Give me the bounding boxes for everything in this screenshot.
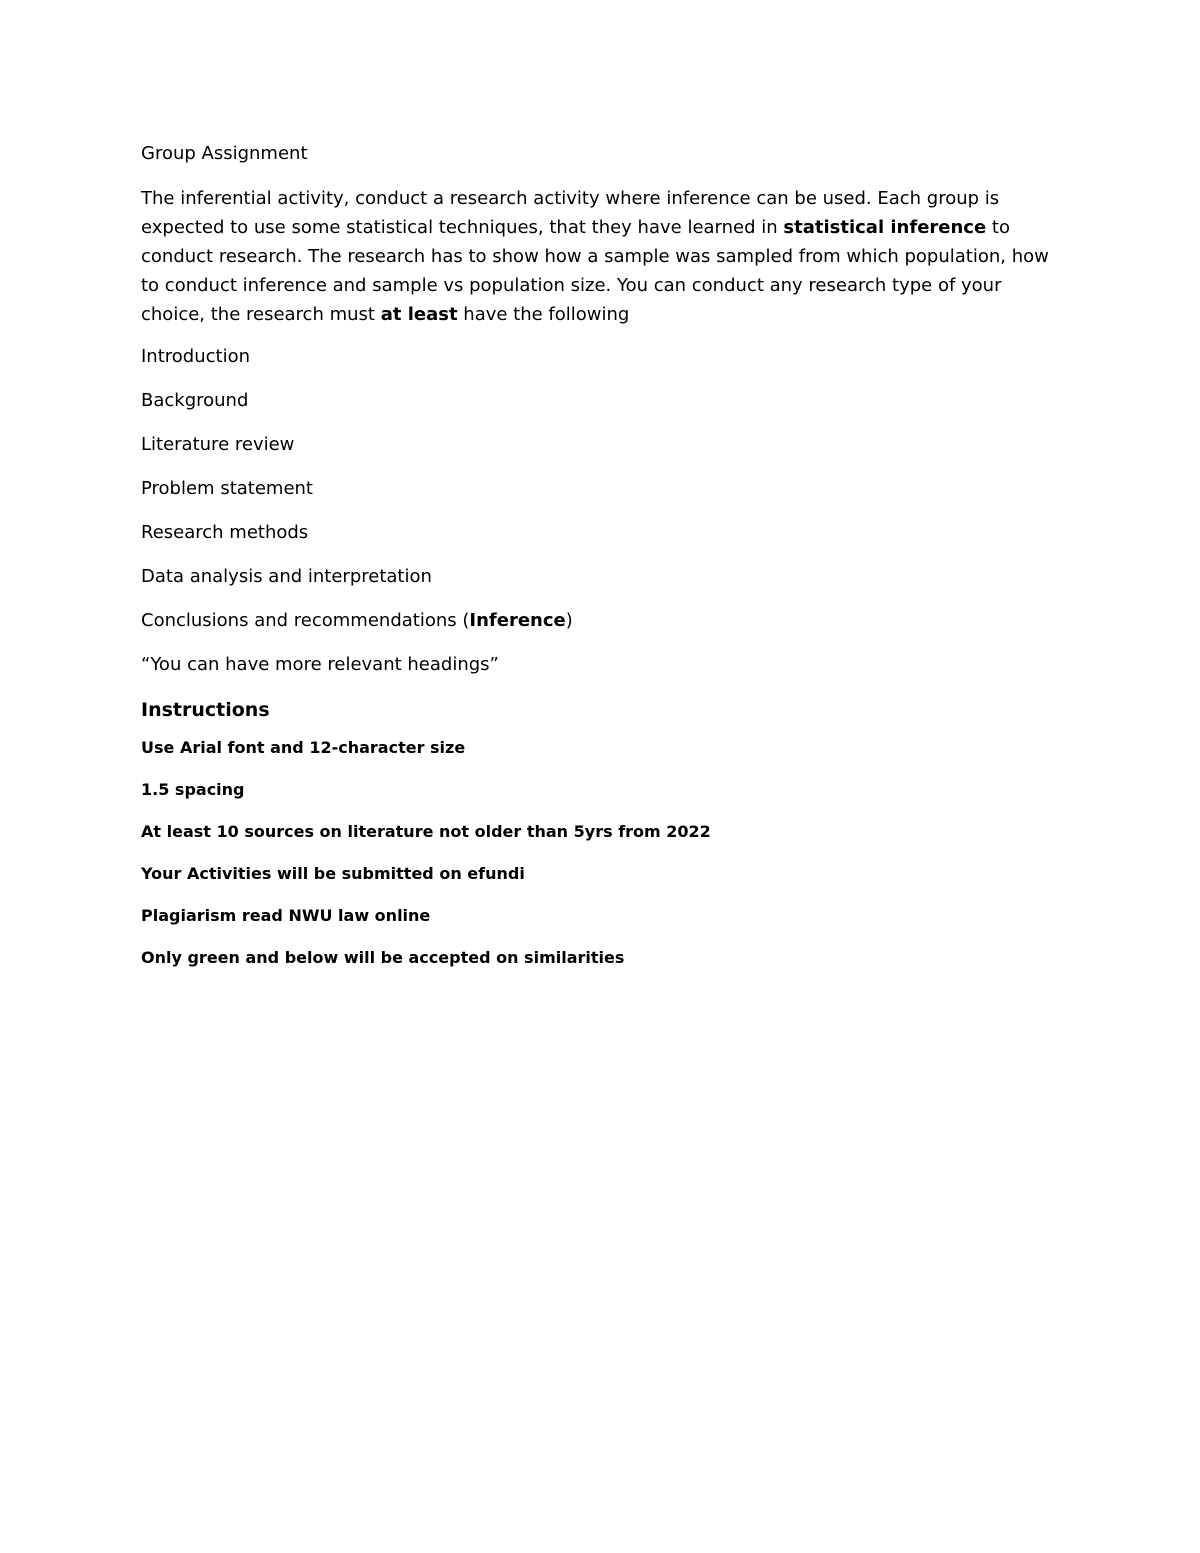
- conclusions-bold-inference: Inference: [469, 610, 566, 631]
- section-item-data-analysis: Data analysis and interpretation: [141, 566, 432, 587]
- document-body: [141, 140, 1056, 987]
- instruction-plagiarism: Plagiarism read NWU law online: [141, 906, 431, 925]
- intro-bold-at-least: at least: [380, 304, 458, 325]
- section-item-research-methods: Research methods: [141, 522, 309, 543]
- intro-bold-statistical-inference: statistical inference: [783, 217, 987, 238]
- section-item-conclusions: [141, 607, 1056, 635]
- intro-text-2: to conduct research. The research has to show how a sample was sampled from which population, how to conduct inference and sample vs population size. You can conduct any research type of your choice, the research must: [141, 217, 1049, 325]
- document-title: Group Assignment: [141, 143, 308, 164]
- section-item-background: Background: [141, 390, 249, 411]
- instruction-sources: At least 10 sources on literature not older than 5yrs from 2022: [141, 822, 711, 841]
- intro-text-3: have the following: [457, 304, 630, 325]
- instruction-similarities: Only green and below will be accepted on similarities: [141, 948, 625, 967]
- instruction-submission: Your Activities will be submitted on efundi: [141, 864, 525, 883]
- section-item-problem-statement: Problem statement: [141, 478, 313, 499]
- conclusions-suffix: ): [565, 610, 573, 631]
- instruction-font: Use Arial font and 12-character size: [141, 738, 466, 757]
- intro-paragraph: [141, 184, 1056, 329]
- section-item-introduction: Introduction: [141, 346, 251, 367]
- section-item-literature-review: Literature review: [141, 434, 295, 455]
- intro-text-1: The inferential activity, conduct a research activity where inference can be used. Each group is expected to use some statistical techniques, that they have learned in: [141, 188, 1000, 238]
- instructions-heading: Instructions: [141, 699, 270, 721]
- instruction-spacing: 1.5 spacing: [141, 780, 245, 799]
- conclusions-prefix: Conclusions and recommendations (: [141, 610, 470, 631]
- relevant-headings-note: “You can have more relevant headings”: [141, 654, 499, 675]
